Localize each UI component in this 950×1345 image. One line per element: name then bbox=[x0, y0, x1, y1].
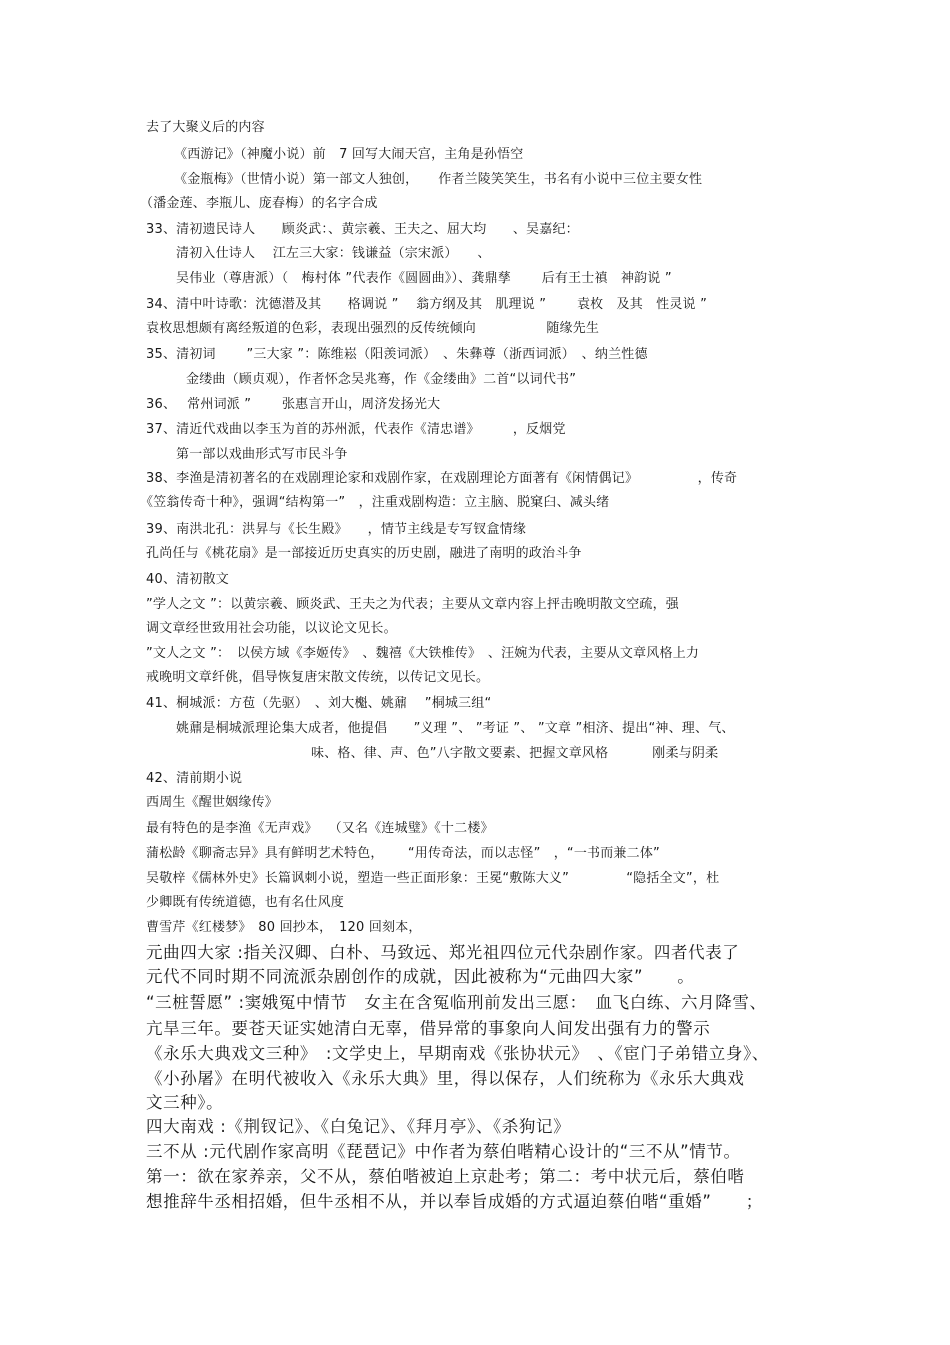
text-line: 西周生《醒世姻缘传》 bbox=[146, 795, 279, 810]
text-line: 第一：欲在家养亲，父不从，蔡伯喈被迫上京赴考；第二：考中状元后，蔡伯喈 bbox=[146, 1167, 745, 1186]
text-line: 40、清初散文 bbox=[146, 572, 229, 587]
text-line: 文三种》。 bbox=[146, 1093, 224, 1112]
text-line: 《永乐大典戏文三种》 :文学史上，早期南戏《张协状元》 、《宦门子弟错立身》、 bbox=[146, 1044, 769, 1063]
text-line: 清初入仕诗人 江左三大家：钱谦益（宗宋派） 、 bbox=[176, 246, 491, 261]
text-line: 37、清近代戏曲以李玉为首的苏州派，代表作《清忠谱》 ，反烟党 bbox=[146, 422, 566, 437]
text-line: 《小孙屠》在明代被收入《永乐大典》里，得以保存，人们统称为《永乐大典戏 bbox=[146, 1069, 745, 1088]
text-line: 34、清中叶诗歌：沈德潜及其 格调说 ” 翁方纲及其 肌理说 ” 袁枚 及其 性灵说 ” bbox=[146, 297, 708, 312]
text-line: 三不从 :元代剧作家高明《琵琶记》中作者为蔡伯喈精心设计的“三不从”情节。 bbox=[146, 1142, 741, 1161]
text-line: ”文人之文 ”： 以侯方域《李姬传》 、魏禧《大铁椎传》 、汪婉为代表，主要从文章风格上力 bbox=[146, 646, 700, 661]
text-line: 38、李渔是清初著名的在戏剧理论家和戏剧作家，在戏剧理论方面著有《闲情偶记》 ，传奇 bbox=[146, 471, 738, 486]
text-line: 35、清初词 ”三大家 ”：陈维崧（阳羡词派） 、朱彝尊（浙西词派） 、纳兰性德 bbox=[146, 347, 648, 362]
text-line: 41、桐城派：方苞（先驱） 、刘大櫆、姚鼐 ”桐城三组“ bbox=[146, 696, 492, 711]
text-line: 元曲四大家 :指关汉卿、白朴、马致远、郑光祖四位元代杂剧作家。四者代表了 bbox=[146, 943, 740, 962]
text-line: 最有特色的是李渔《无声戏》 （又名《连城璧》《十二楼》 bbox=[146, 821, 494, 836]
text-line: 戒晚明文章纤佻，倡导恢复唐宋散文传统，以传记文见长。 bbox=[146, 670, 490, 685]
text-line: 吴伟业（尊唐派）（ 梅村体 ”代表作《圆圆曲》）、龚鼎孳 后有王士禛 神韵说 ” bbox=[176, 271, 672, 286]
text-line: ”学人之文 ”：以黄宗羲、顾炎武、王夫之为代表；主要从文章内容上抨击晚明散文空疏，强 bbox=[146, 597, 680, 612]
text-line: 姚鼐是桐城派理论集大成者，他提倡 ”义理 ”、 ”考证 ”、 ”文章 ”相济、提出“神、理、气、 bbox=[176, 721, 735, 736]
text-line: 《金瓶梅》（世情小说）第一部文人独创， 作者兰陵笑笑生，书名有小说中三位主要女性 bbox=[174, 172, 703, 187]
text-line: 第一部以戏曲形式写市民斗争 bbox=[176, 447, 348, 462]
text-line: 33、清初遗民诗人 顾炎武：、黄宗羲、王夫之、屈大均 、吴嘉纪： bbox=[146, 222, 579, 237]
text-line: 蒲松龄《聊斋志异》具有鲜明艺术特色， “用传奇法，而以志怪” ，“一书而兼二体” bbox=[146, 846, 660, 861]
text-line: 亢旱三年。要苍天证实她清白无辜，借异常的事象向人间发出强有力的警示 bbox=[146, 1019, 711, 1038]
text-line: 想推辞牛丞相招婚，但牛丞相不从，并以奉旨成婚的方式逼迫蔡伯喈“重婚” ； bbox=[146, 1192, 763, 1211]
text-line: “三桩誓愿” :窦娥冤中情节 女主在含冤临刑前发出三愿： 血飞白练、六月降雪、 bbox=[146, 993, 767, 1012]
text-line: 去了大聚义后的内容 bbox=[146, 120, 265, 135]
text-line: 吴敬梓《儒林外史》长篇讽刺小说，塑造一些正面形象：王冕“敷陈大义” “隐括全文”，杜 bbox=[146, 871, 720, 886]
text-line: 金缕曲（顾贞观），作者怀念吴兆骞，作《金缕曲》二首“以词代书” bbox=[186, 372, 577, 387]
text-line: 味、格、律、声、色”八字散文要素、把握文章风格 刚柔与阴柔 bbox=[311, 746, 719, 761]
text-line: 元代不同时期不同流派杂剧创作的成就，因此被称为“元曲四大家” 。 bbox=[146, 967, 695, 986]
text-line: 《西游记》（神魔小说）前 7 回写大闹天宫，主角是孙悟空 bbox=[174, 147, 524, 162]
text-line: 孔尚任与《桃花扇》是一部接近历史真实的历史剧，融进了南明的政治斗争 bbox=[146, 546, 582, 561]
text-line: 《笠翁传奇十种》，强调“结构第一” ，注重戏剧构造：立主脑、脱窠臼、减头绪 bbox=[140, 495, 610, 510]
text-line: 36、 常州词派 ” 张惠言开山，周济发扬光大 bbox=[146, 397, 441, 412]
text-line: 少卿既有传统道德，也有名仕风度 bbox=[146, 895, 345, 910]
text-line: 四大南戏 :《荆钗记》、《白兔记》、《拜月亭》、《杀狗记》 bbox=[146, 1117, 571, 1136]
text-line: 39、南洪北孔：洪昇与《长生殿》 ，情节主线是专写钗盒情缘 bbox=[146, 522, 527, 537]
text-line: 42、清前期小说 bbox=[146, 771, 243, 786]
text-line: （潘金莲、李瓶儿、庞春梅）的名字合成 bbox=[140, 196, 378, 211]
text-line: 袁枚思想颇有离经叛道的色彩，表现出强烈的反传统倾向 随缘先生 bbox=[146, 321, 600, 336]
text-line: 调文章经世致用社会功能，以议论文见长。 bbox=[146, 621, 397, 636]
text-line: 曹雪芹《红楼梦》 80 回抄本， 120 回刻本， bbox=[146, 920, 422, 935]
